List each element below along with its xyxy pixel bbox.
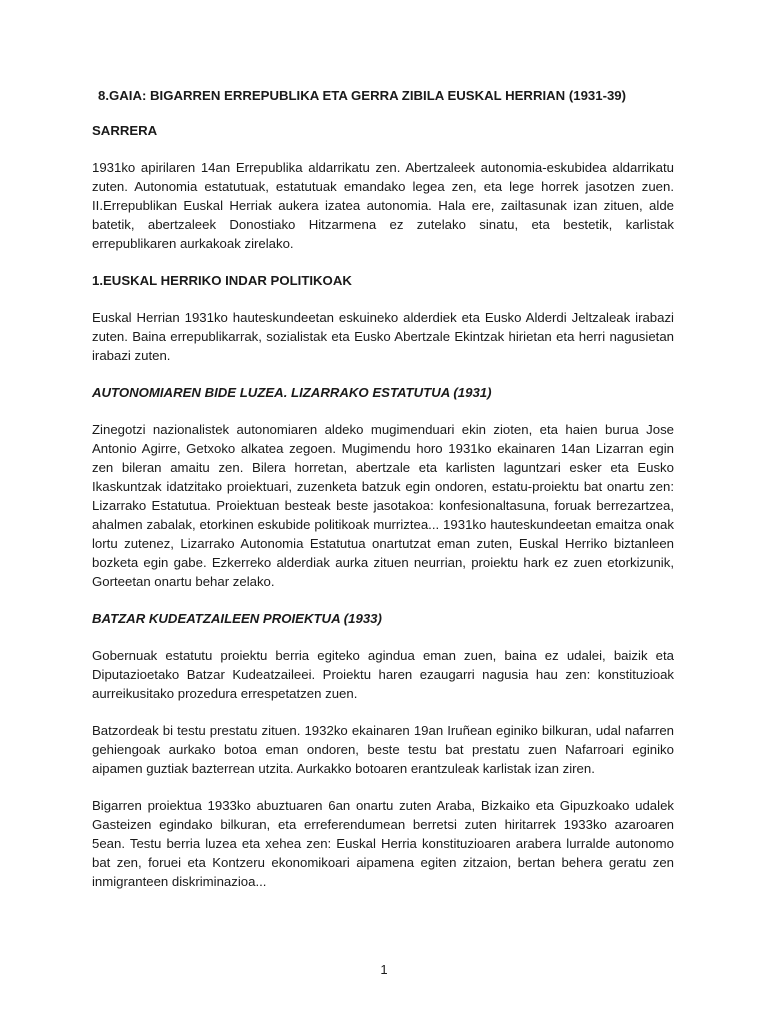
paragraph-lizarrako-estatutua: Zinegotzi nazionalistek autonomiaren aldeko mugimenduari ekin zioten, eta haien burua Jose Antonio Agirre, Getxoko alkatea zegoen. Mugimendu horo 1931ko ekainaren 14an Lizarran egin zen bileran amaitu zen. Bilera horretan, abertzale eta karlisten laguntzari esker eta Eusko Ikaskuntzak idatzitako proiektuari, zuzenketa batzuk egin ondoren, estatu-proiektu bat onartu zen: Lizarrako Estatutua. Proiektuan besteak beste jasotakoa: konfesionaltasuna, foruak berrezartzea, ahalmen zabalak, etorkinen eskubide politikoak murriztea... 1931ko hauteskundeetan emaitza onak lortu zutenez, Lizarrako Autonomia Estatutua onartutzat eman zuten, Euskal Herriko biztanleen bozketa egin gabe. Ezkerreko alderdiak aurka zituen neurrian, proiektu hark ez zuen etorkizunik, Gorteetan onartu behar zelako.	[92, 422, 674, 589]
paragraph-sarrera: 1931ko apirilaren 14an Errepublika aldarrikatu zen. Abertzaleek autonomia-eskubidea aldarrikatu zuten. Autonomia estatutuak, estatutuak emandako legea zen, eta lege horrek jasotzen zuen. II.Errepublikan Euskal Herriak aukera izatea autonomia. Hala ere, zailtasunak izan zituen, alde batetik, abertzaleek Donostiako Hitzarmena ez zutelako sinatu, eta bestetik, karlistak errepublikaren aurkakoak zirelako.	[92, 160, 674, 251]
document-page	[92, 86, 674, 891]
section-heading-indar-politikoak: 1.EUSKAL HERRIKO INDAR POLITIKOAK	[92, 273, 352, 288]
page-number: 1	[380, 962, 388, 977]
document-title: 8.GAIA: BIGARREN ERREPUBLIKA ETA GERRA ZIBILA EUSKAL HERRIAN (1931-39)	[98, 88, 627, 103]
paragraph-indar-politikoak: Euskal Herrian 1931ko hauteskundeetan eskuineko alderdiek eta Eusko Alderdi Jeltzaleak irabazi zuten. Baina errepublikarrak, sozialistak eta Eusko Abertzale Ekintzak hirietan eta herri nagusietan irabazi zuten.	[92, 310, 674, 363]
section-heading-batzar-kudeatzaileen: BATZAR KUDEATZAILEEN PROIEKTUA (1933)	[92, 611, 382, 626]
paragraph-batzar-2: Batzordeak bi testu prestatu zituen. 1932ko ekainaren 19an Iruñean eginiko bilkuran, udal nafarren gehiengoak aurkako botoa eman ondoren, beste testu bat prestatu zuen Nafarroari eginiko aipamen guztiak bazterrean utzita. Aurkakko botoaren erantzuleak karlistak izan ziren.	[92, 723, 674, 776]
paragraph-batzar-1: Gobernuak estatutu proiektu berria egiteko agindua eman zuen, baina ez udalei, baizik eta Diputazioetako Batzar Kudeatzaileei. Proiektu haren ezaugarri nagusia hau zen: konstituzioak aurreikusitako prozedura errespetatzen zuen.	[92, 648, 674, 701]
section-heading-sarrera: SARRERA	[92, 123, 158, 138]
paragraph-batzar-3: Bigarren proiektua 1933ko abuztuaren 6an onartu zuten Araba, Bizkaiko eta Gipuzkoako udalek Gasteizen egindako bilkuran, eta erreferendumean berretsi zuten hiritarrek 1933ko azaroaren 5ean. Testu berria luzea eta xehea zen: Euskal Herria konstituzioaren arabera lurralde autonomo bat zen, foruei eta Kontzeru ekonomikoari aipamena egiten zitzaion, bertan behera geratu zen inmigranteen diskriminazioa...	[92, 798, 674, 889]
section-heading-lizarrako-estatutua: AUTONOMIAREN BIDE LUZEA. LIZARRAKO ESTATUTUA (1931)	[92, 385, 492, 400]
